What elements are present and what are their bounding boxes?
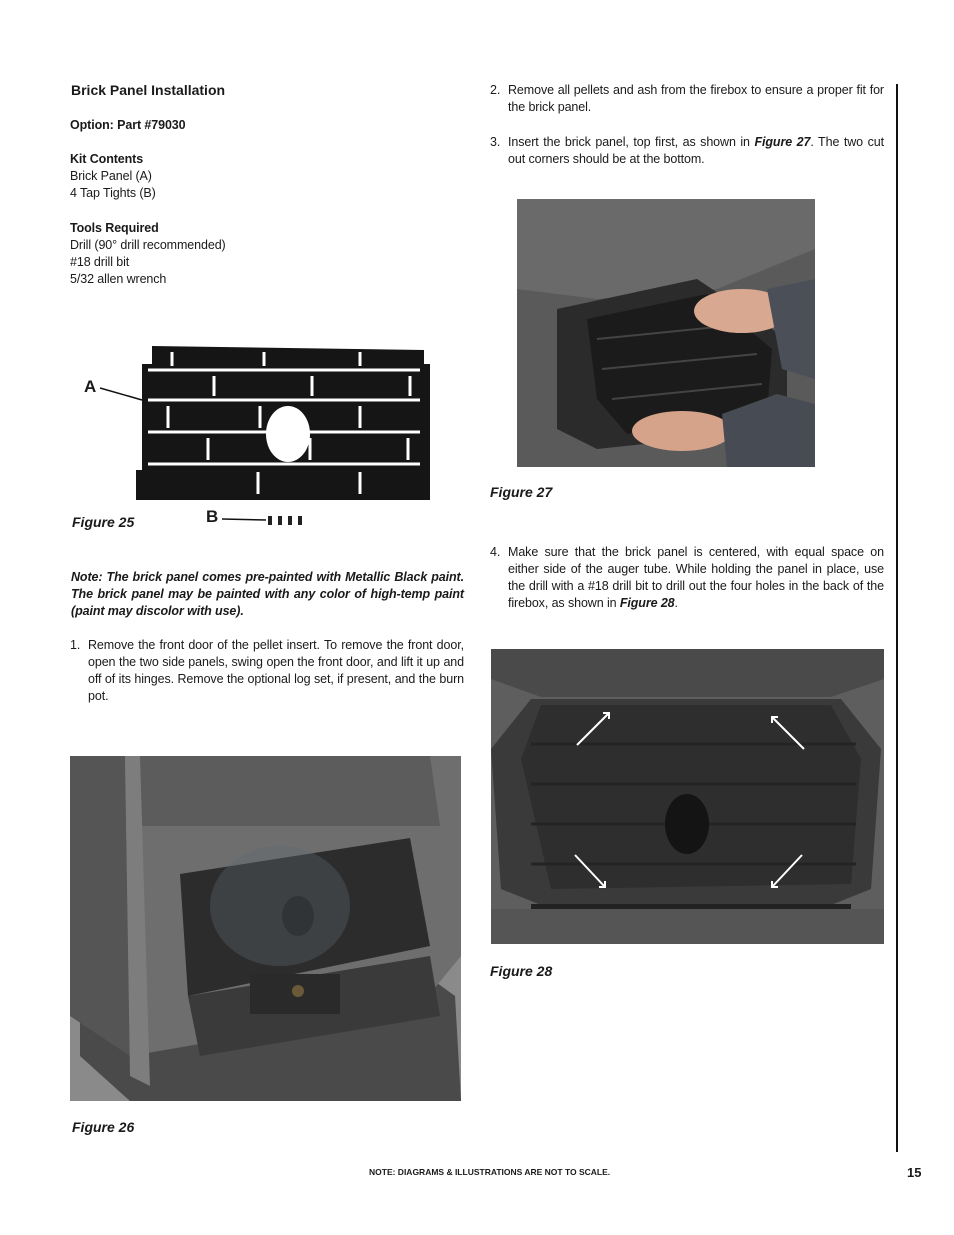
step-3: [490, 134, 884, 168]
step-4-figure-ref: Figure 28: [619, 596, 675, 610]
option-part-number: Option: Part #79030: [70, 118, 186, 132]
figure-27-photo: [517, 199, 815, 467]
label-a: A: [84, 377, 97, 396]
kit-item: Brick Panel (A): [70, 169, 152, 183]
page-number: 15: [907, 1165, 922, 1180]
tool-item: 5/32 allen wrench: [70, 272, 167, 286]
figure-26-caption: Figure 26: [72, 1119, 135, 1135]
kit-item: 4 Tap Tights (B): [70, 186, 156, 200]
step-3-text-b: . The two cut out corners should be at the bottom.: [508, 135, 884, 166]
step-4-text-a: Make sure that the brick panel is centered, with equal space on either side of the auger tube. While holding the panel in place, use the drill with a #18 drill bit to drill out the four holes in the back of the firebox, as shown in: [508, 545, 884, 610]
step-2-text: Remove all pellets and ash from the firebox to ensure a proper fit for the brick panel.: [508, 83, 884, 114]
step-1-text: Remove the front door of the pellet insert. To remove the front door, open the two side panels, swing open the front door, and lift it up and off of its hinges. Remove the optional log set, if present, and the burn pot.: [88, 638, 464, 703]
kit-contents: [70, 151, 156, 202]
brick-panel-illustration: [98, 340, 438, 530]
footer-note: NOTE: DIAGRAMS & ILLUSTRATIONS ARE NOT TO SCALE.: [369, 1167, 611, 1177]
step-4: [490, 544, 884, 612]
tools-required-title: Tools Required: [70, 221, 159, 235]
step-3-figure-ref: Figure 27: [754, 135, 811, 149]
page-rule: [896, 84, 898, 1152]
kit-contents-title: Kit Contents: [70, 152, 144, 166]
step-3-number: 3.: [490, 135, 501, 149]
figure-28-caption: Figure 28: [490, 963, 553, 979]
step-4-text-b: .: [674, 596, 678, 610]
step-2: [490, 82, 884, 116]
section-heading: Brick Panel Installation: [71, 82, 226, 98]
figure-27-caption: Figure 27: [490, 484, 553, 500]
label-b: B: [206, 507, 219, 526]
tool-item: Drill (90° drill recommended): [70, 238, 226, 252]
step-1-number: 1.: [70, 638, 81, 652]
figure-26-photo: [70, 756, 461, 1101]
tools-required: [70, 220, 226, 288]
figure-28-photo: [491, 649, 884, 944]
tool-item: #18 drill bit: [70, 255, 130, 269]
step-2-number: 2.: [490, 83, 501, 97]
figure-25-caption: Figure 25: [72, 514, 135, 530]
step-3-text-a: Insert the brick panel, top first, as shown in: [508, 135, 755, 149]
step-4-number: 4.: [490, 545, 501, 559]
paint-note: Note: The brick panel comes pre-painted with Metallic Black paint. The brick panel may be painted with any color of high-temp paint (paint may discolor with use).: [71, 570, 464, 618]
step-1: [70, 637, 464, 705]
